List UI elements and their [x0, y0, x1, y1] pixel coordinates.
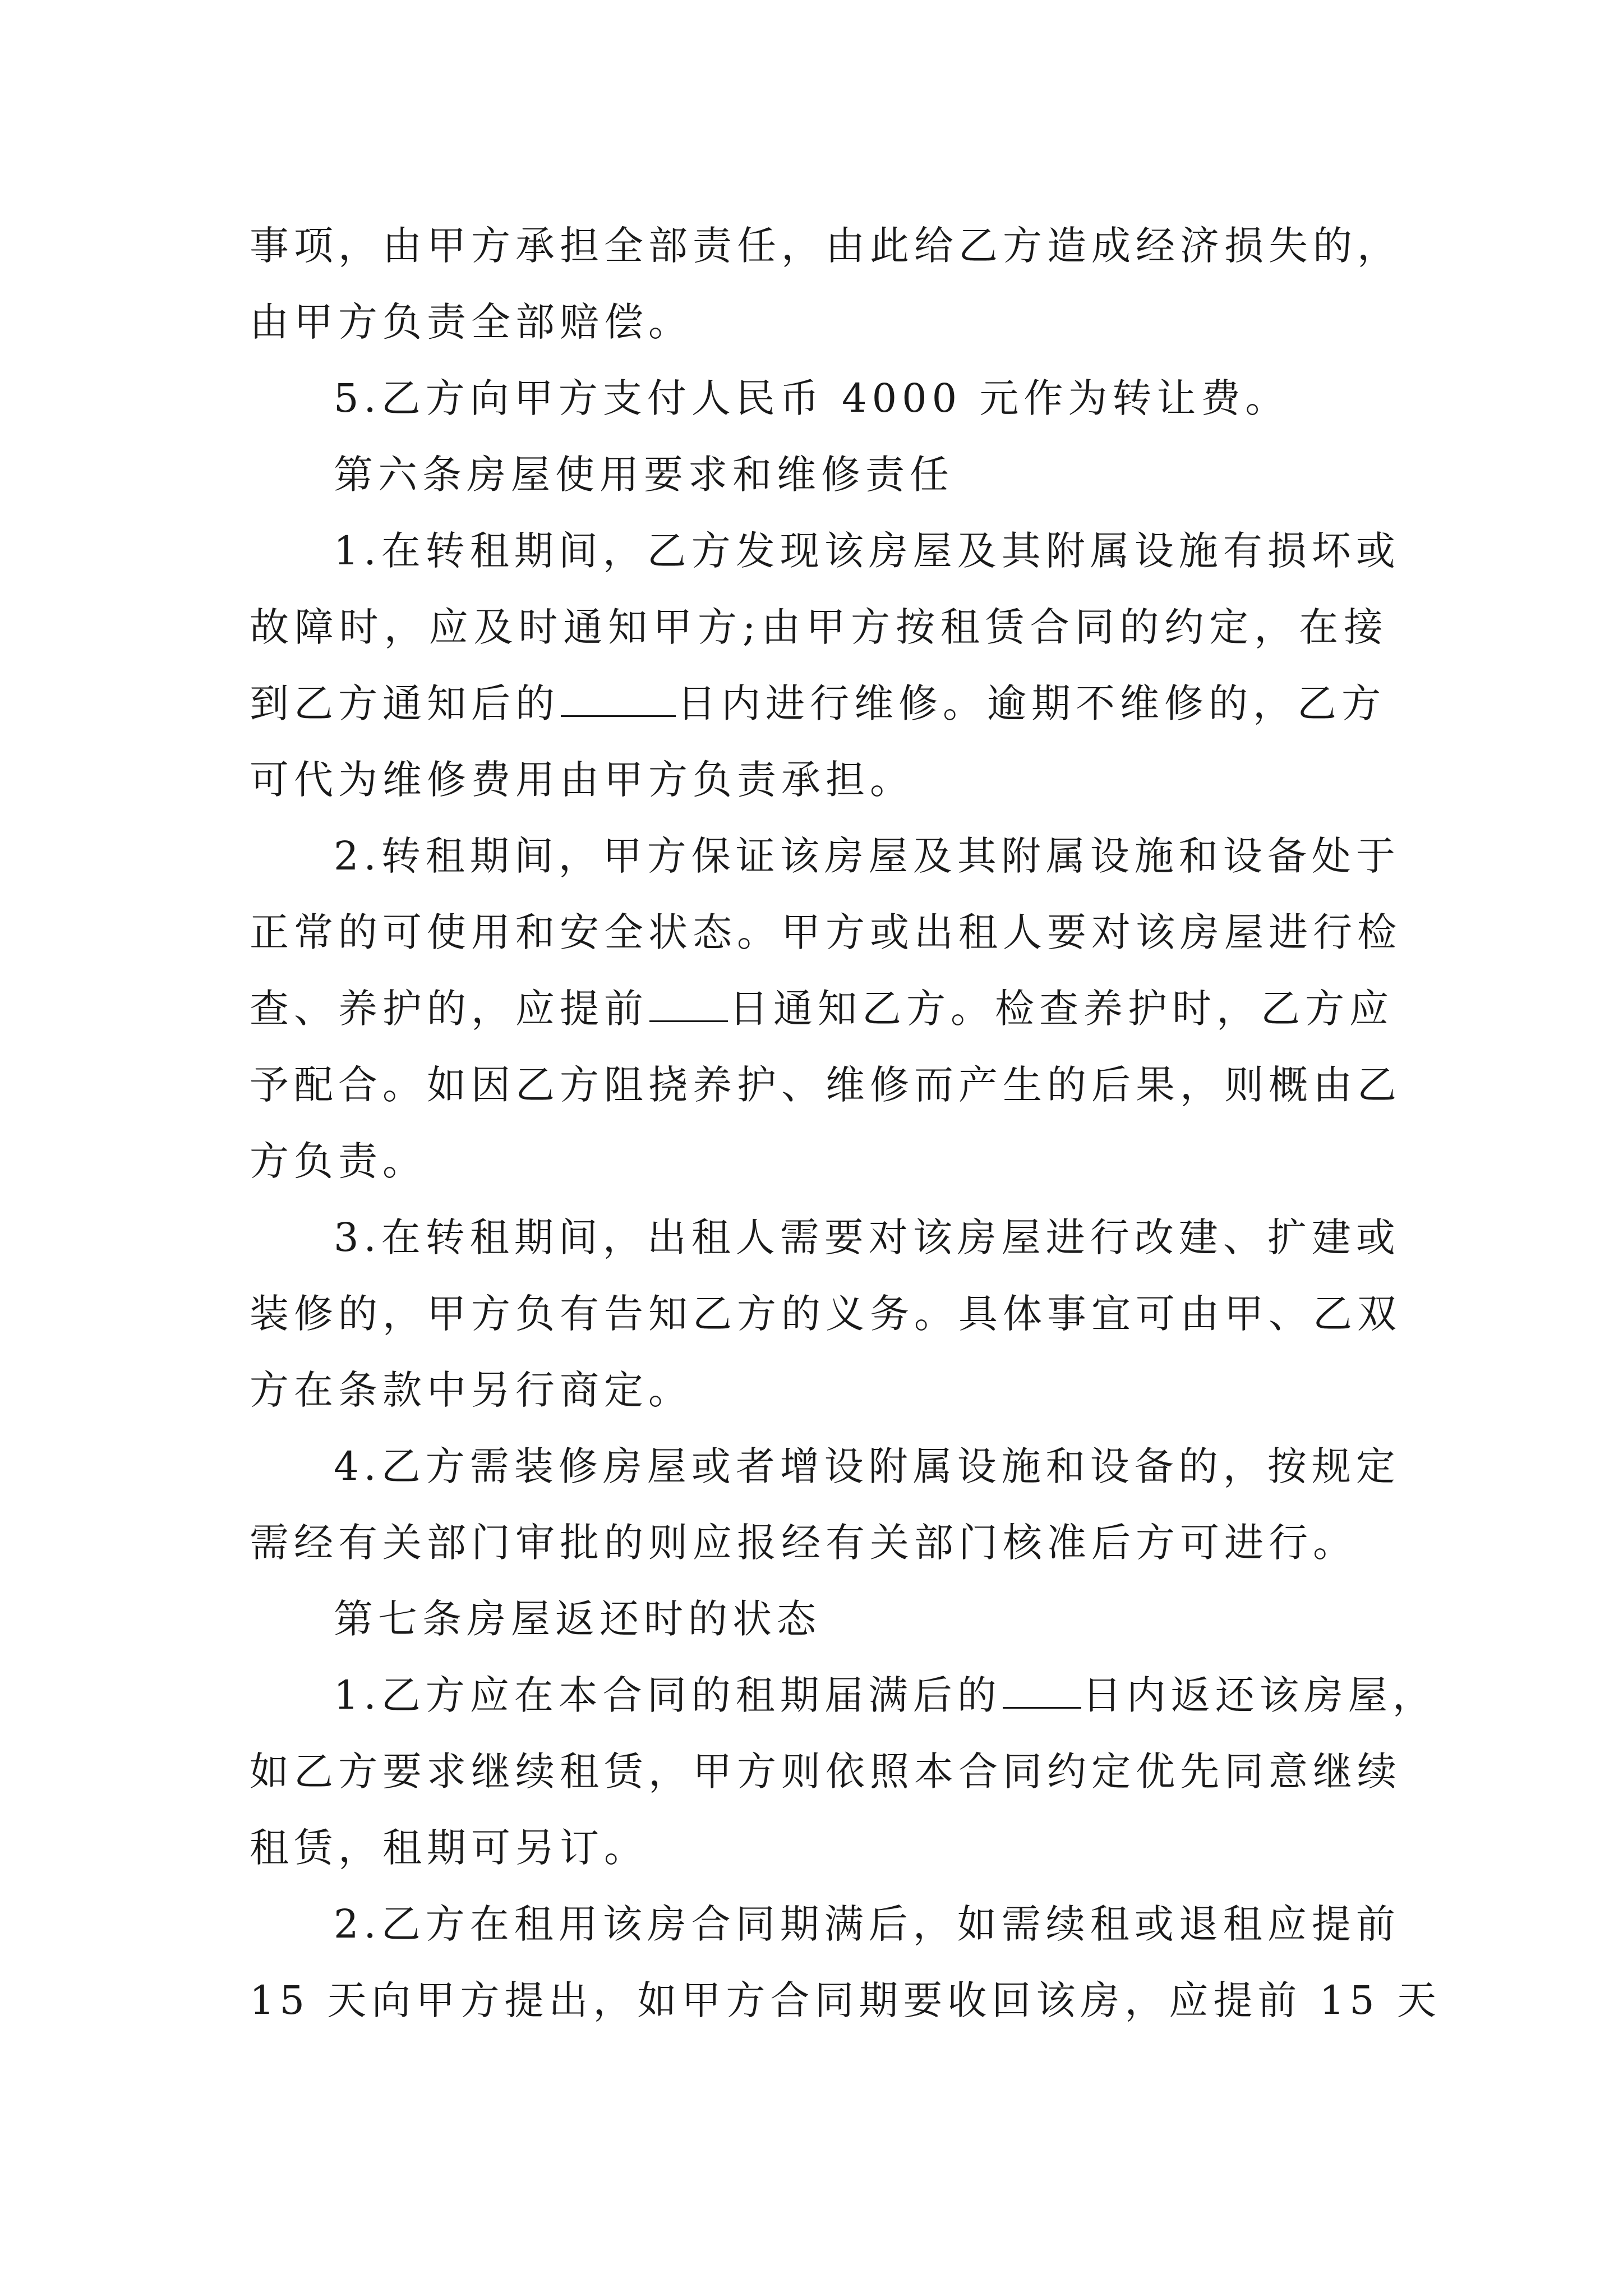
paragraph-line: 方在条款中另行商定。	[250, 1367, 693, 1413]
document-body	[250, 208, 1441, 2039]
paragraph-line: 故障时，应及时通知甲方;由甲方按租赁合同的约定，在接	[250, 604, 1388, 650]
paragraph-line: 租赁，租期可另订。	[250, 1825, 648, 1871]
line-text: 日通知乙方。检查养护时，乙方应	[729, 986, 1394, 1032]
fill-in-blank-days	[561, 680, 676, 717]
line-text: 查、养护的，应提前	[250, 986, 648, 1032]
clause-item-4: 4.乙方需装修房屋或者增设附属设施和设备的，按规定	[334, 1443, 1400, 1489]
paragraph-line: 事项，由甲方承担全部责任，由此给乙方造成经济损失的，	[250, 223, 1401, 269]
paragraph-line: 如乙方要求继续租赁，甲方则依照本合同约定优先同意继续	[250, 1749, 1401, 1795]
line-text: 1.乙方应在本合同的租期届满后的	[334, 1672, 1002, 1718]
paragraph-line: 予配合。如因乙方阻挠养护、维修而产生的后果，则概由乙	[250, 1062, 1401, 1108]
paragraph-line: 需经有关部门审批的则应报经有关部门核准后方可进行。	[250, 1520, 1357, 1566]
clause-item-3: 3.在转租期间，出租人需要对该房屋进行改建、扩建或	[334, 1214, 1400, 1260]
paragraph-line-with-blank	[250, 665, 1388, 742]
fill-in-blank-days	[649, 986, 728, 1022]
fill-in-blank-days	[1003, 1672, 1081, 1709]
paragraph-line: 由甲方负责全部赔偿。	[250, 299, 693, 345]
clause-item-2: 2.乙方在租用该房合同期满后，如需续租或退租应提前	[334, 1901, 1400, 1947]
paragraph-line: 正常的可使用和安全状态。甲方或出租人要对该房屋进行检	[250, 909, 1401, 955]
article-7-heading: 第七条房屋返还时的状态	[334, 1596, 821, 1642]
line-text: 日内返还该房屋，	[1082, 1672, 1437, 1718]
article-6-heading: 第六条房屋使用要求和维修责任	[334, 452, 954, 498]
line-text: 到乙方通知后的	[250, 680, 560, 726]
paragraph-line-with-blank	[250, 970, 1394, 1047]
clause-item-1: 1.在转租期间，乙方发现该房屋及其附属设施有损坏或	[334, 528, 1400, 574]
paragraph-line: 可代为维修费用由甲方负责承担。	[250, 757, 914, 803]
clause-item-1-with-blank	[250, 1657, 1437, 1733]
paragraph-line: 装修的，甲方负有告知乙方的义务。具体事宜可由甲、乙双	[250, 1291, 1401, 1337]
line-text: 日内进行维修。逾期不维修的，乙方	[677, 680, 1386, 726]
paragraph-line: 15 天向甲方提出，如甲方合同期要收回该房，应提前 15 天	[250, 1977, 1441, 2023]
clause-item-5: 5.乙方向甲方支付人民币 4000 元作为转让费。	[334, 375, 1290, 421]
clause-item-2: 2.转租期间，甲方保证该房屋及其附属设施和设备处于	[334, 833, 1400, 879]
paragraph-line: 方负责。	[250, 1138, 427, 1184]
